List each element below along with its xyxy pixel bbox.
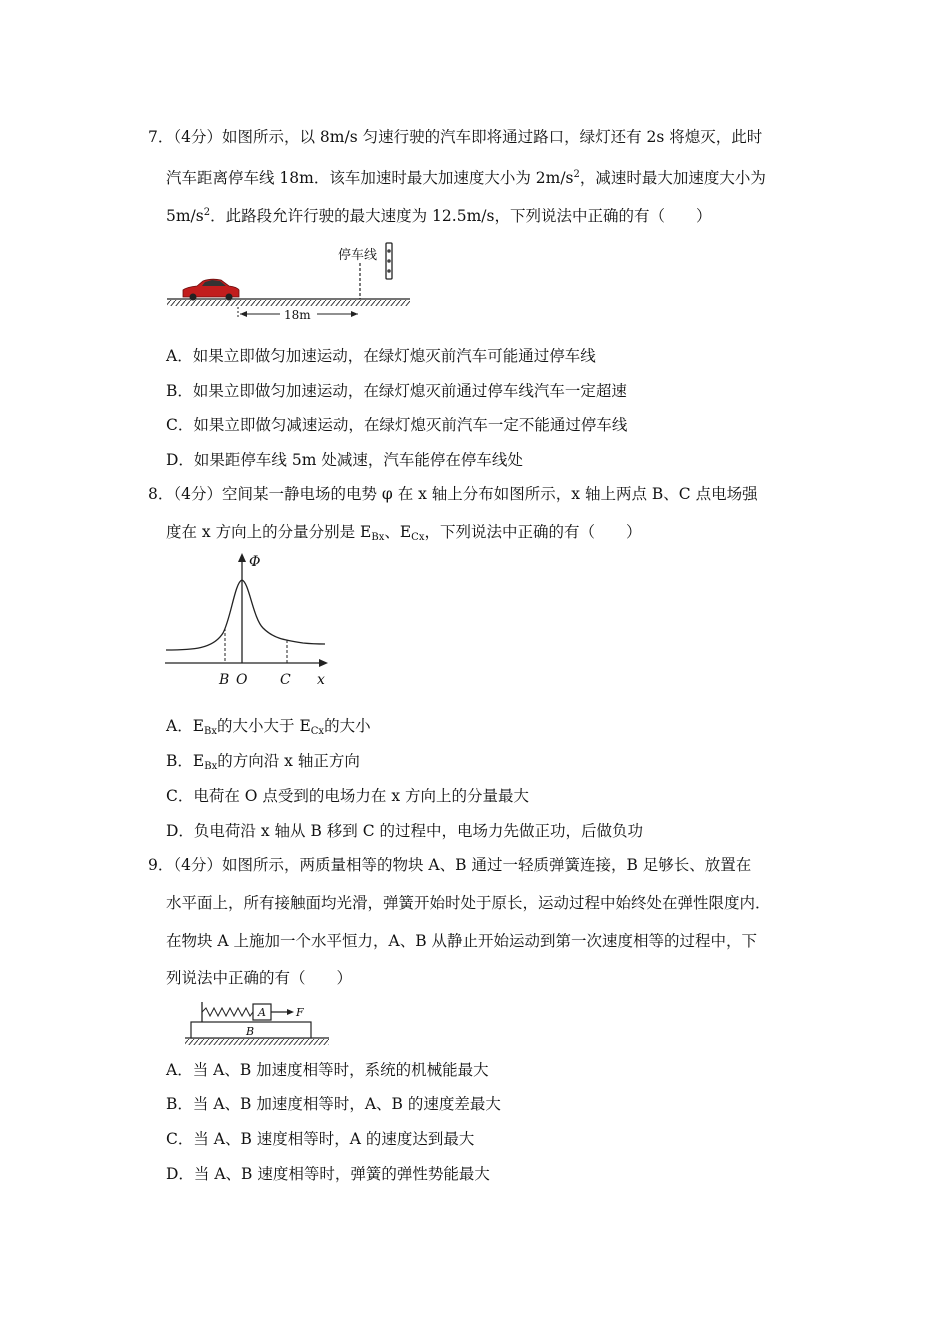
- q8-option-a-mid: 的大小大于 E: [217, 717, 311, 735]
- q9-stem-line1: 如图所示，两质量相等的物块 A、B 通过一轻质弹簧连接，B 足够长、放置在: [222, 856, 752, 874]
- q9-option-b[interactable]: B．当 A、B 加速度相等时，A、B 的速度差最大: [166, 1095, 501, 1113]
- q8-option-a-pre: A．E: [166, 717, 205, 735]
- q7-stem-line2a: 汽车距离停车线 18m．该车加速时最大加速度大小为 2m/s: [166, 169, 574, 187]
- q9-stem-line4: 列说法中正确的有（ ）: [166, 969, 353, 987]
- q8-stem-line2b: 、E: [384, 523, 412, 541]
- q7-number: 7．: [148, 128, 174, 146]
- q7-stem-line3a: 5m/s: [166, 207, 204, 225]
- q9-option-d[interactable]: D．当 A、B 速度相等时，弹簧的弹性势能最大: [166, 1165, 490, 1183]
- q7-score: （4分）: [173, 128, 222, 146]
- q7-line3: [166, 203, 711, 226]
- q8-option-b-pre: B．E: [166, 752, 205, 770]
- q8-option-c[interactable]: C．电荷在 O 点受到的电场力在 x 方向上的分量最大: [166, 787, 530, 805]
- distance-label: 18m: [284, 308, 311, 322]
- q8-option-a-sub1: Bx: [204, 726, 218, 737]
- spring-icon: [202, 1008, 253, 1016]
- q9-line1: [148, 855, 751, 875]
- q9-stem-line2: 水平面上，所有接触面均光滑，弹簧开始时处于原长，运动过程中始终处在弹性限度内．: [166, 894, 771, 912]
- q7-line1: [148, 127, 762, 147]
- car-icon: [183, 279, 239, 300]
- q8-line2: [166, 522, 641, 548]
- force-label: F: [296, 1006, 304, 1019]
- stop-line-label: 停车线: [338, 248, 378, 263]
- q7-stem-line3b: ．此路段允许行驶的最大速度为 12.5m/s，下列说法中正确的有（ ）: [210, 207, 712, 225]
- q9-figure: [183, 998, 333, 1048]
- q9-option-c[interactable]: C．当 A、B 速度相等时，A 的速度达到最大: [166, 1130, 475, 1148]
- q8-option-a[interactable]: [166, 716, 371, 742]
- block-a-label: A: [258, 1006, 266, 1019]
- q8-sub-bx: Bx: [371, 532, 385, 543]
- phi-axis-label: Φ: [249, 554, 261, 570]
- q9-score: （4分）: [173, 856, 222, 874]
- q7-option-a[interactable]: A．如果立即做匀加速运动，在绿灯熄灭前汽车可能通过停车线: [166, 347, 596, 365]
- q8-option-d[interactable]: D．负电荷沿 x 轴从 B 移到 C 的过程中，电场力先做正功，后做负功: [166, 822, 643, 840]
- q8-line1: [148, 484, 758, 504]
- q7-stem-line1: 如图所示，以 8m/s 匀速行驶的汽车即将通过路口，绿灯还有 2s 将熄灭，此时: [222, 128, 763, 146]
- x-axis-label: x: [317, 672, 325, 688]
- q7-option-b[interactable]: B．如果立即做匀加速运动，在绿灯熄灭前通过停车线汽车一定超速: [166, 382, 627, 400]
- block-b-label: B: [246, 1025, 255, 1038]
- q9-stem-line3: 在物块 A 上施加一个水平恒力，A、B 从静止开始运动到第一次速度相等的过程中，下: [166, 932, 758, 950]
- q7-exponent-1: 2: [573, 169, 580, 180]
- q7-option-d[interactable]: D．如果距停车线 5m 处减速，汽车能停在停车线处: [166, 451, 523, 469]
- q8-option-b-post: 的方向沿 x 轴正方向: [217, 752, 360, 770]
- q8-number: 8．: [148, 485, 174, 503]
- c-point-label: C: [280, 672, 291, 688]
- traffic-light-icon: [386, 243, 392, 279]
- q7-option-c[interactable]: C．如果立即做匀减速运动，在绿灯熄灭前汽车一定不能通过停车线: [166, 416, 628, 434]
- q8-sub-cx: Cx: [411, 532, 425, 543]
- o-point-label: O: [236, 672, 248, 688]
- ground-hatch: [167, 300, 410, 306]
- q7-line2: [166, 165, 766, 188]
- q8-option-b[interactable]: [166, 751, 360, 777]
- q7-stem-line2b: ，减速时最大加速度大小为: [579, 169, 766, 187]
- q8-option-a-sub2: Cx: [310, 726, 325, 737]
- q8-option-a-post: 的大小: [324, 717, 371, 735]
- b-point-label: B: [219, 672, 230, 688]
- q7-exponent-2: 2: [203, 207, 211, 218]
- q8-stem-line2a: 度在 x 方向上的分量分别是 E: [166, 523, 372, 541]
- q8-stem-line1: 空间某一静电场的电势 φ 在 x 轴上分布如图所示，x 轴上两点 B、C 点电场强: [222, 485, 758, 503]
- q9-number: 9．: [148, 856, 174, 874]
- q8-score: （4分）: [173, 485, 222, 503]
- ground-hatch: [185, 1039, 329, 1045]
- q7-figure: [165, 235, 415, 330]
- potential-curve: [166, 580, 325, 650]
- q8-figure: [163, 548, 338, 693]
- q8-stem-line2c: ，下列说法中正确的有（ ）: [424, 523, 642, 541]
- q9-option-a[interactable]: A．当 A、B 加速度相等时，系统的机械能最大: [166, 1061, 489, 1079]
- q8-option-b-sub1: Bx: [204, 761, 218, 772]
